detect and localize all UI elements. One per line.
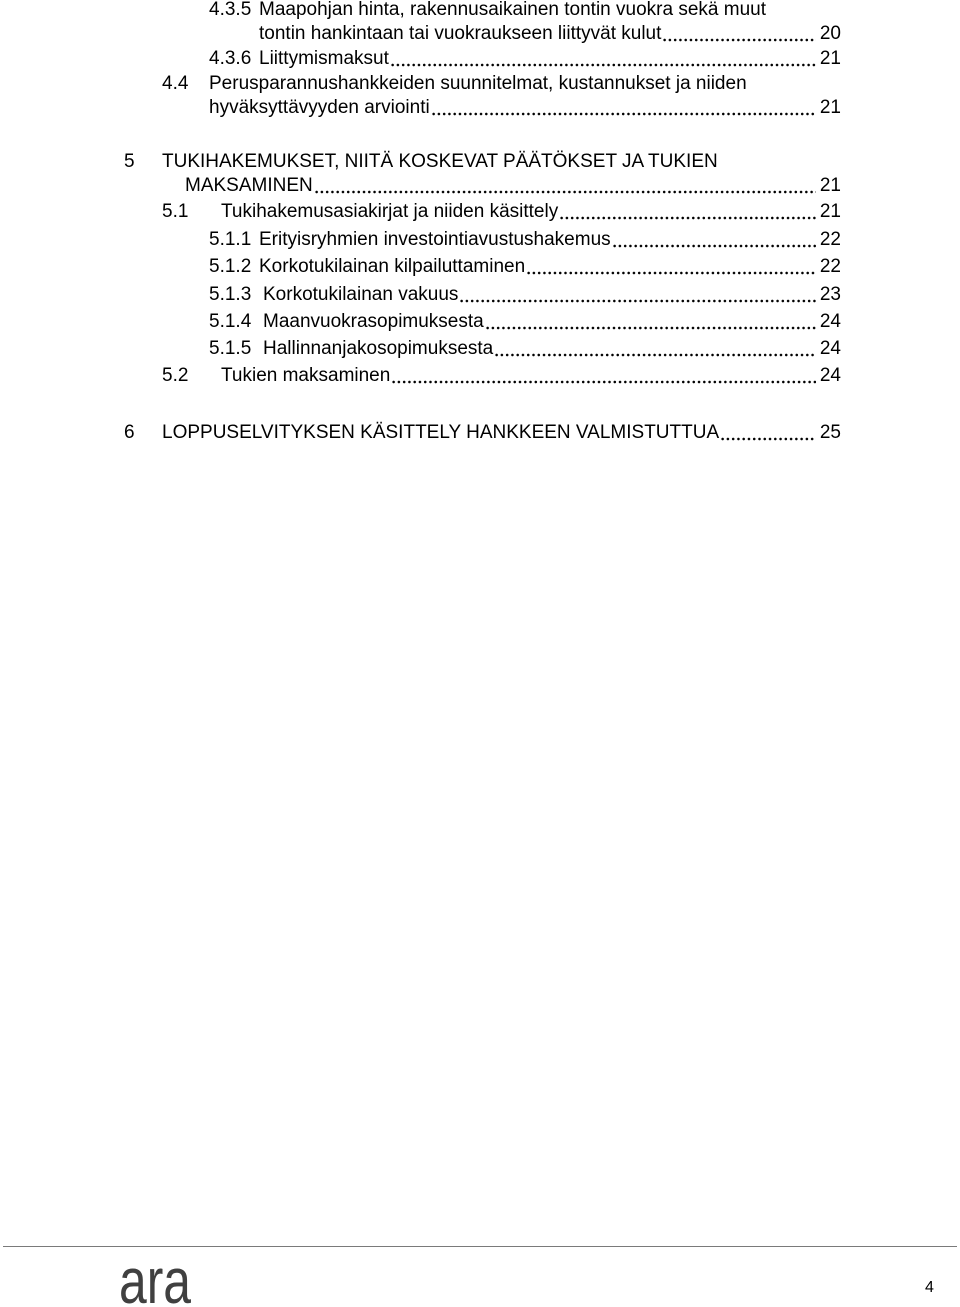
toc-entry-page-number: 24 <box>819 365 841 386</box>
toc-entry-number: 6 <box>124 422 135 443</box>
toc-entry[interactable] <box>209 0 841 46</box>
dot-leader <box>558 200 816 224</box>
toc-entry-number: 5 <box>124 151 135 172</box>
toc-entry-title-line: LOPPUSELVITYKSEN KÄSITTELY HANKKEEN VALMISTUTTUA <box>162 422 720 443</box>
toc-entry[interactable] <box>209 47 841 71</box>
toc-entry-title-line: Erityisryhmien investointiavustushakemus <box>259 229 611 250</box>
dot-leader <box>313 174 816 198</box>
page-number: 4 <box>925 1279 934 1296</box>
toc-entry[interactable] <box>162 72 841 120</box>
toc-entry-page-number: 21 <box>819 48 841 69</box>
toc-entry-number: 5.1 <box>162 201 189 222</box>
ara-logo <box>117 1245 195 1307</box>
toc-entry-title-line: Korkotukilainan kilpailuttaminen <box>259 256 526 277</box>
toc-entry-page-number: 21 <box>819 97 841 118</box>
toc-entry-number: 4.3.6 <box>209 48 252 69</box>
toc-entry-page-number: 24 <box>819 338 841 359</box>
toc-entry-page-number: 24 <box>819 311 841 332</box>
toc-entry-title-line: tontin hankintaan tai vuokraukseen liittyvät kulut <box>259 23 662 44</box>
dot-leader <box>493 337 816 361</box>
toc-entry-page-number: 21 <box>819 201 841 222</box>
toc-entry-number: 4.4 <box>162 73 189 94</box>
toc-entry-number: 5.1.1 <box>209 229 252 250</box>
toc-entry[interactable] <box>209 337 841 361</box>
toc-entry-title-line: Korkotukilainan vakuus <box>263 284 459 305</box>
dot-leader <box>611 228 816 252</box>
dot-leader <box>389 47 816 71</box>
toc-entry-title-line: hyväksyttävyyden arviointi <box>209 97 430 118</box>
toc-entry-number: 5.1.4 <box>209 311 252 332</box>
toc-entry-title-line: Liittymismaksut <box>259 48 389 69</box>
toc-entry-title-line: Perusparannushankkeiden suunnitelmat, kustannukset ja niiden <box>209 73 747 94</box>
toc-entry-title-line: TUKIHAKEMUKSET, NIITÄ KOSKEVAT PÄÄTÖKSET JA TUKIEN <box>162 151 718 172</box>
toc-entry-number: 5.1.3 <box>209 284 252 305</box>
toc-entry-page-number: 23 <box>819 284 841 305</box>
dot-leader <box>390 364 816 388</box>
toc-entry-title-line: Maapohjan hinta, rakennusaikainen tontin vuokra sekä muut <box>259 0 766 20</box>
dot-leader <box>484 310 816 334</box>
toc-entry[interactable] <box>209 255 841 279</box>
dot-leader <box>525 255 816 279</box>
toc-entry-title-line: Tukihakemusasiakirjat ja niiden käsittely <box>221 201 559 222</box>
toc-entry[interactable] <box>162 200 841 224</box>
toc-entry-page-number: 25 <box>819 422 841 443</box>
toc-entry-page-number: 22 <box>819 229 841 250</box>
table-of-contents <box>0 0 960 460</box>
toc-entry[interactable] <box>209 310 841 334</box>
toc-entry-title-line: Hallinnanjakosopimuksesta <box>263 338 494 359</box>
toc-entry-title-line: Tukien maksaminen <box>221 365 391 386</box>
dot-leader <box>458 283 815 307</box>
toc-entry[interactable] <box>162 364 841 388</box>
toc-entry-title-line: Maanvuokrasopimuksesta <box>263 311 484 332</box>
dot-leader <box>430 96 816 120</box>
toc-entry-title-line: MAKSAMINEN <box>185 175 313 196</box>
toc-entry-number: 5.1.2 <box>209 256 252 277</box>
toc-entry-page-number: 21 <box>819 175 841 196</box>
dot-leader <box>719 421 816 445</box>
ara-logo-text: ara <box>119 1245 192 1307</box>
toc-entry[interactable] <box>209 283 841 307</box>
dot-leader <box>661 22 815 46</box>
toc-entry-page-number: 22 <box>819 256 841 277</box>
toc-entry-number: 5.1.5 <box>209 338 252 359</box>
toc-entry[interactable] <box>209 228 841 252</box>
toc-entry[interactable] <box>124 150 841 198</box>
toc-entry[interactable] <box>124 421 841 445</box>
toc-entry-number: 4.3.5 <box>209 0 252 20</box>
toc-entry-number: 5.2 <box>162 365 189 386</box>
toc-entry-page-number: 20 <box>819 23 841 44</box>
